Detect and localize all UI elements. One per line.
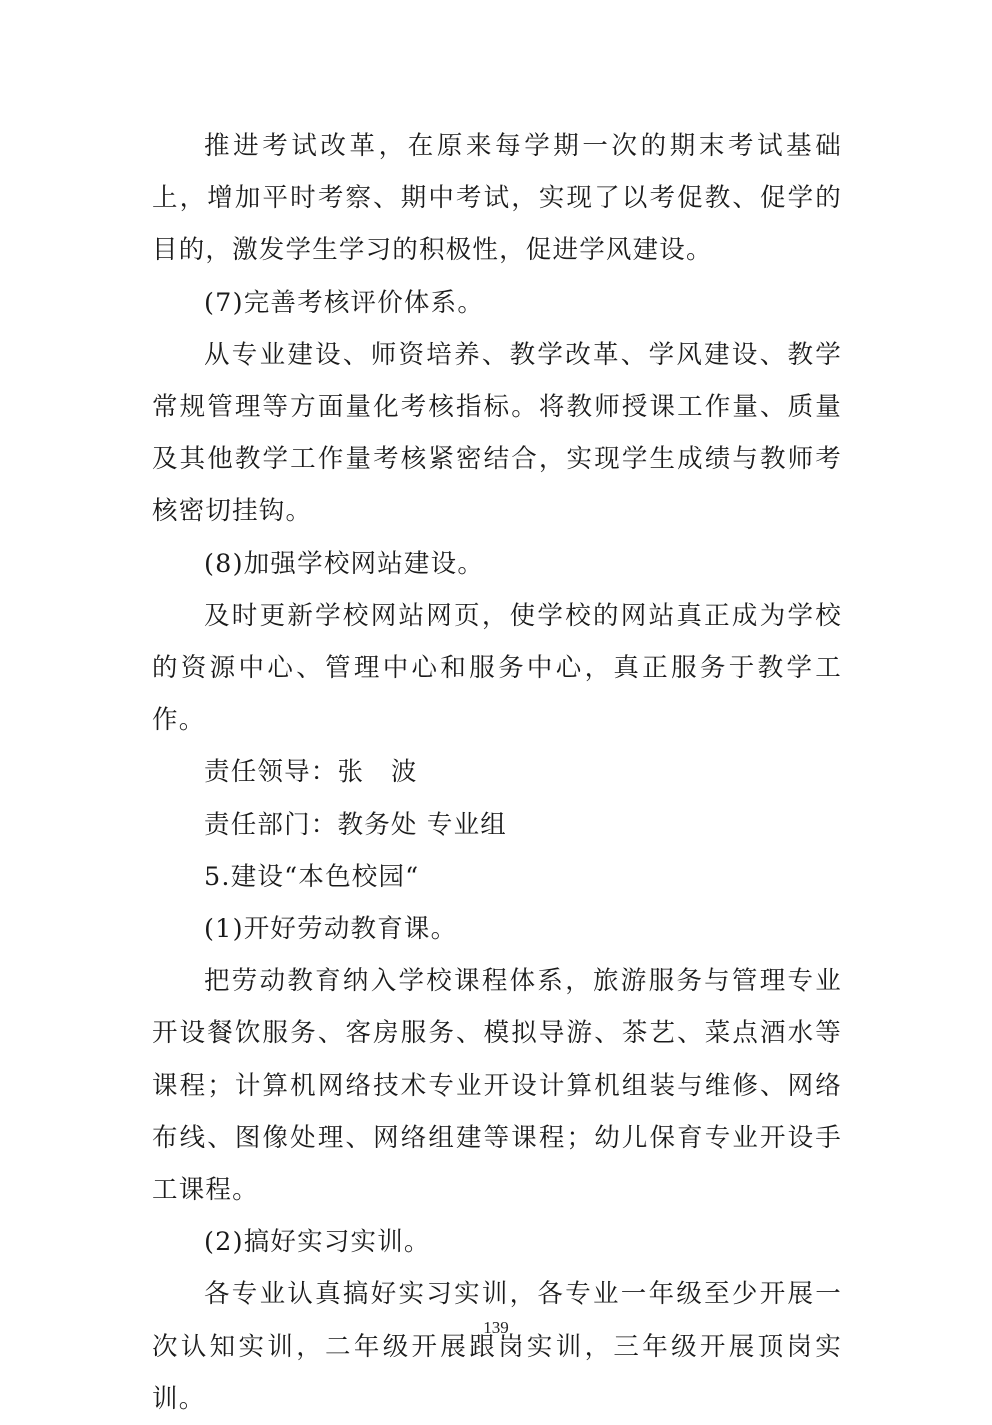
paragraph-assessment-indicators: 从专业建设、师资培养、教学改革、学风建设、教学常规管理等方面量化考核指标。将教师授课工作量、质量及其他教学工作量考核紧密结合，实现学生成绩与教师考核密切挂钩。 xyxy=(152,339,842,527)
page-number: 139 xyxy=(483,1318,509,1337)
responsible-department: 责任部门：教务处 专业组 xyxy=(204,809,508,840)
heading-labor-education: (1)开好劳动教育课。 xyxy=(204,914,458,945)
paragraph-internship-details: 各专业认真搞好实习实训，各专业一年级至少开展一次认知实训，二年级开展跟岗实训，三年级开展顶岗实训。 xyxy=(152,1279,842,1414)
responsible-leader: 责任领导：张 波 xyxy=(204,757,418,788)
paragraph-exam-reform: 推进考试改革，在原来每学期一次的期末考试基础上，增加平时考察、期中考试，实现了以考促教、促学的目的，激发学生学习的积极性，促进学风建设。 xyxy=(152,131,842,266)
heading-internship-training: (2)搞好实习实训。 xyxy=(204,1227,431,1258)
heading-school-website: (8)加强学校网站建设。 xyxy=(204,548,485,579)
heading-evaluation-system: (7)完善考核评价体系。 xyxy=(204,287,485,318)
paragraph-labor-curriculum: 把劳动教育纳入学校课程体系，旅游服务与管理专业开设餐饮服务、客房服务、模拟导游、茶艺、菜点酒水等课程；计算机网络技术专业开设计算机组装与维修、网络布线、图像处理、网络组建等课程；幼儿保育专业开设手工课程。 xyxy=(152,966,842,1206)
heading-campus-construction: 5.建设“本色校园“ xyxy=(204,861,420,892)
paragraph-website-update: 及时更新学校网站网页，使学校的网站真正成为学校的资源中心、管理中心和服务中心，真正服务于教学工作。 xyxy=(152,600,842,736)
body-text xyxy=(152,120,842,1425)
